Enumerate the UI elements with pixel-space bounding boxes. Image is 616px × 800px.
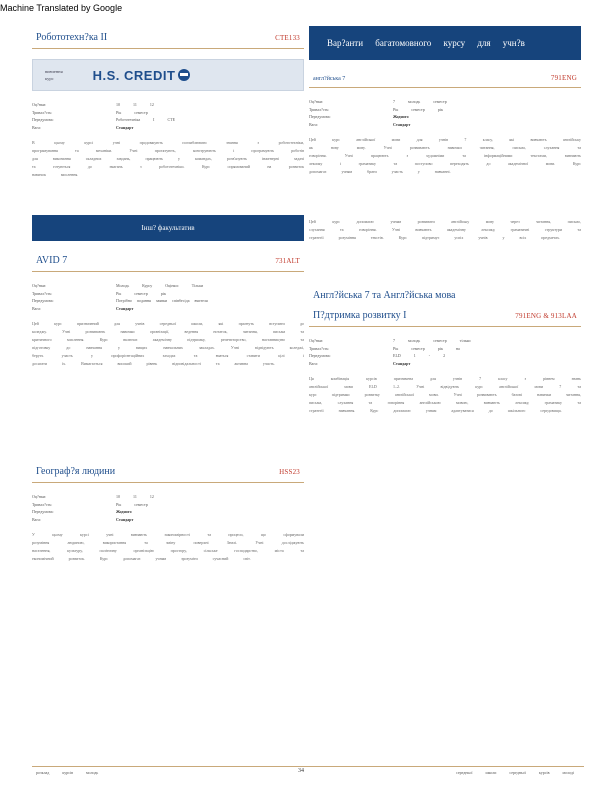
section-title-line1: Англ?йська 7 та Англ?йська мова	[313, 290, 456, 301]
section-title-row	[309, 68, 581, 88]
course-code: 731ALT	[275, 257, 300, 265]
graduation-cap-icon	[178, 69, 190, 81]
course-code: HSS23	[279, 468, 300, 476]
machine-translated-banner: Machine Translated by Google	[0, 3, 123, 13]
geography-section	[32, 460, 304, 611]
multilingual-header-bar: Вар?анти багатомовного курсу для учн?в	[309, 26, 581, 60]
english7-section	[309, 68, 581, 266]
right-column	[309, 26, 581, 455]
course-meta: Оц?нки: Молодь Курсу Оцінки: Тільки Тривал?сть: Рік семестр рік Передумова: Потрібно подання заявки співбесіда вчителя Вага: Стандарт	[32, 283, 208, 311]
course-description: Цей курс призначений для учнів середньої школи, які прагнуть вступити до коледжу. Учні розвивають навички організації, ведення нотаток, читання, письма та критичного мислення. Курс включає академічну підтримку, репетиторство, наставництво та підготовку до навчання у вищих навчальних закладах. Учні відвідують коледжі, беруть участь у профорієнтаційних заходах та вчаться ставити цілі і досягати їх. Вимагається високий рівень відповідальності та активна участь.	[32, 321, 304, 366]
english-support-section	[309, 280, 581, 455]
section-title: англ?йська 7	[313, 76, 346, 82]
section-title: Робототехн?ка II	[36, 32, 108, 43]
course-code: 791ENG & 913LAA	[515, 312, 577, 320]
section-title-line2: П?дтримка розвитку I	[313, 310, 407, 321]
section-title: Географ?я людини	[36, 466, 116, 477]
footer-rule	[32, 766, 584, 767]
course-description: Ця комбінація курсів призначена для учнів 7 класу з рівнем знань англійської мови ELD 1–2. Учні відвідують курс англійської мови 7 та курс підтримки розвитку англійської мови. Учні розвивають базові навички читання, письма, слухання та говоріння англійською мовою, вивчають лексику, граматику та стратегії навчання. Курс допомагає учням адаптуватися до шкільного середовища.	[309, 376, 581, 413]
left-column	[32, 26, 304, 611]
robotics-section	[32, 26, 304, 199]
credit-note: вивчення курс	[45, 69, 63, 81]
hs-credit-box	[32, 59, 304, 91]
course-meta: Оц?нки: 7 молодь семестр тільки Тривал?сть: Рік семестр рік на Передумова: ELD 1 - 2 Вага: Стандарт	[309, 338, 471, 366]
section-title-row	[32, 26, 304, 49]
section-title: AVID 7	[36, 255, 68, 266]
course-meta: Оц?нки: 10 11 12 Тривал?сть: Рік семестр Передумова: Робототехніка I CTE Вага: Стандарт	[32, 102, 176, 130]
section-title-row	[32, 249, 304, 272]
page-footer	[32, 766, 584, 780]
footer-right: середньої школи середньої курсів молоді	[456, 770, 574, 775]
section-title-row	[32, 460, 304, 483]
course-code: 791ENG	[550, 74, 577, 82]
course-description: В цьому курсі учні продовжують поглиблювати знання з робототехніки, програмування та механіки. Учні проєктують, конструюють і програмують роботів для виконання складних завдань, працюють у командах, розв'язують інженерні задачі та готуються до змагань з робототехніки. Курс спрямований на розвиток навичок мислення.	[32, 140, 304, 177]
course-meta: Оц?нки: 7 молодь семестр Тривал?сть: Рік семестр рік Передумова: Жодного Вага: Стандарт	[309, 99, 447, 127]
other-electives-bar: Інш? факультатив	[32, 215, 304, 241]
course-code: CTE133	[275, 34, 300, 42]
course-meta: Оц?нки: 10 11 12 Тривал?сть: Рік семестр Передумова: Жодного Вага: Стандарт	[32, 494, 154, 522]
hs-credit-logo: H.S. CREDIT	[93, 68, 191, 83]
section-title-row	[309, 308, 581, 327]
footer-left: розклад курсів молодь	[36, 770, 99, 775]
page-number: 34	[298, 768, 304, 774]
avid-section	[32, 249, 304, 448]
course-description: У цьому курсі учні вивчають закономірності та процеси, що сформували розуміння людиною, використання та зміну поверхні Землі. Учні досліджують населення, культуру, політичну організацію простору, сільське господарство, міста та економічний розвиток. Курс допомагає учням зрозуміти сучасний світ.	[32, 532, 304, 561]
course-description-2: Цей курс допомагає учням розвивати англійську мову через читання, письмо, слухання та говоріння. Учні вивчають академічну лексику, граматичні структури та стратегії розуміння текстів. Курс підтримує успіх учнів у всіх предметах.	[309, 219, 581, 240]
course-description: Цей курс англійської мови для учнів 7 класу, які вивчають англійську як нову мову. Учні розвивають навички читання, письма, слухання та говоріння. Учні працюють з художніми та інформаційними текстами, вивчають лексику і граматику та поступово переходять до академічної мови. Курс допомагає учням брати участь у навчанні.	[309, 137, 581, 174]
